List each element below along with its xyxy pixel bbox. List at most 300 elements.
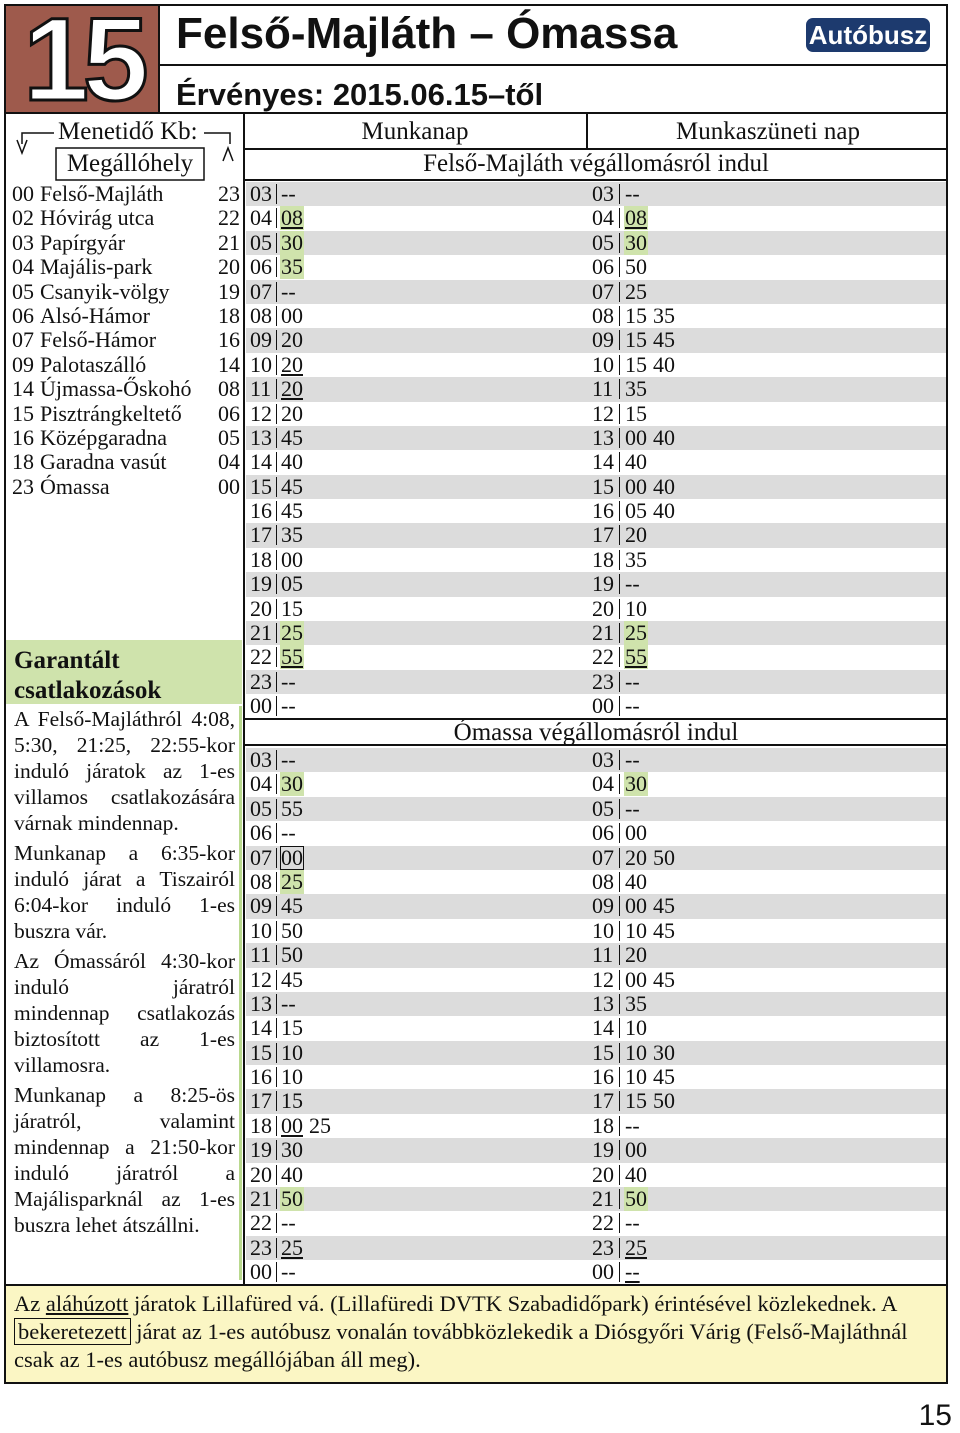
stop-time-back: 08 bbox=[218, 376, 240, 402]
stop-time-out: 07 bbox=[12, 327, 34, 353]
holiday-hour: 23 bbox=[592, 668, 614, 694]
weekday-minutes bbox=[280, 523, 308, 547]
timetable-row bbox=[246, 748, 946, 772]
departure-minute: 10 bbox=[281, 1064, 303, 1090]
hour-separator bbox=[619, 525, 620, 545]
hour-separator bbox=[619, 1262, 620, 1282]
weekday-hour: 08 bbox=[250, 868, 272, 894]
weekday-minutes bbox=[280, 621, 308, 645]
departure-minute: 50 bbox=[625, 254, 647, 280]
hour-separator bbox=[276, 623, 277, 643]
route-number-box bbox=[6, 0, 160, 126]
hour-separator bbox=[619, 774, 620, 794]
stop-row bbox=[12, 377, 240, 401]
holiday-minutes bbox=[624, 1187, 652, 1211]
holiday-minutes bbox=[624, 1163, 652, 1187]
stop-name: Alsó-Hámor bbox=[40, 302, 150, 328]
holiday-hour: 13 bbox=[592, 424, 614, 450]
holiday-hour: 19 bbox=[592, 571, 614, 597]
weekday-hour: 23 bbox=[250, 1234, 272, 1260]
timetable-row bbox=[246, 821, 946, 845]
weekday-minutes bbox=[280, 797, 308, 821]
weekday-minutes bbox=[280, 231, 308, 255]
hour-separator bbox=[276, 1140, 277, 1160]
timetable-row bbox=[246, 919, 946, 943]
weekday-hour: 18 bbox=[250, 1112, 272, 1138]
departure-minute: -- bbox=[625, 571, 640, 597]
hour-separator bbox=[619, 550, 620, 570]
stop-time-back: 04 bbox=[218, 449, 240, 475]
stop-time-back: 05 bbox=[218, 424, 240, 450]
hour-separator bbox=[276, 799, 277, 819]
departure-minute: 45 bbox=[653, 1064, 675, 1090]
weekday-hour: 19 bbox=[250, 571, 272, 597]
hour-separator bbox=[276, 306, 277, 326]
stop-name: Majális-park bbox=[40, 254, 153, 280]
weekday-minutes bbox=[280, 1163, 308, 1187]
timetable-from-felso bbox=[246, 182, 946, 719]
holiday-minutes bbox=[624, 797, 645, 821]
hour-separator bbox=[276, 355, 277, 375]
departure-minute: 00 bbox=[625, 820, 647, 846]
departure-minute: -- bbox=[281, 1210, 296, 1236]
weekday-minutes bbox=[280, 1041, 308, 1065]
weekday-minutes bbox=[280, 821, 301, 845]
holiday-minutes bbox=[624, 870, 652, 894]
hour-separator bbox=[276, 970, 277, 990]
departure-minute: -- bbox=[625, 668, 640, 694]
departure-minute: -- bbox=[625, 181, 640, 206]
holiday-hour: 08 bbox=[592, 302, 614, 328]
weekday-minutes bbox=[280, 992, 301, 1016]
holiday-minutes bbox=[624, 304, 680, 328]
footnote-underlined-term: aláhúzott bbox=[45, 1291, 129, 1316]
weekday-minutes bbox=[280, 328, 308, 352]
departure-minute: 50 bbox=[653, 844, 675, 870]
weekday-hour: 20 bbox=[250, 595, 272, 621]
weekday-hour: 23 bbox=[250, 668, 272, 694]
hour-separator bbox=[619, 379, 620, 399]
timetable-row bbox=[246, 597, 946, 621]
weekday-minutes bbox=[280, 1138, 308, 1162]
holiday-minutes bbox=[624, 1065, 680, 1089]
departure-minute: 20 bbox=[281, 351, 303, 377]
stop-time-back: 18 bbox=[218, 302, 240, 328]
hour-separator bbox=[276, 477, 277, 497]
stop-name: Csanyik-völgy bbox=[40, 278, 170, 304]
holiday-minutes bbox=[624, 280, 652, 304]
weekday-hour: 14 bbox=[250, 449, 272, 475]
stop-time-out: 16 bbox=[12, 424, 34, 450]
holiday-minutes bbox=[624, 992, 652, 1016]
holiday-hour: 10 bbox=[592, 917, 614, 943]
timetable-row bbox=[246, 1163, 946, 1187]
departure-minute: 10 bbox=[625, 917, 647, 943]
stop-name: Középgaradna bbox=[40, 424, 168, 450]
weekday-hour: 06 bbox=[250, 254, 272, 280]
hour-separator bbox=[619, 1091, 620, 1111]
weekday-hour: 03 bbox=[250, 747, 272, 772]
stop-name: Felső-Majláth bbox=[40, 181, 164, 206]
hour-separator bbox=[276, 1262, 277, 1282]
weekday-hour: 04 bbox=[250, 771, 272, 797]
stop-time-out: 23 bbox=[12, 473, 34, 499]
hour-separator bbox=[276, 501, 277, 521]
divider bbox=[160, 64, 948, 66]
departure-minute: 30 bbox=[653, 1039, 675, 1065]
departure-minute: 10 bbox=[625, 595, 647, 621]
holiday-hour: 05 bbox=[592, 795, 614, 821]
weekday-minutes bbox=[280, 645, 308, 669]
hour-separator bbox=[276, 282, 277, 302]
stop-row bbox=[12, 304, 240, 328]
departure-minute: 35 bbox=[625, 546, 647, 572]
departure-minute: 55 bbox=[281, 795, 303, 821]
weekday-hour: 14 bbox=[250, 1015, 272, 1041]
weekday-minutes bbox=[280, 255, 308, 279]
hour-separator bbox=[619, 1043, 620, 1063]
hour-separator bbox=[276, 896, 277, 916]
departure-minute: 30 bbox=[281, 771, 303, 797]
departure-minute: 45 bbox=[281, 473, 303, 499]
holiday-hour: 09 bbox=[592, 327, 614, 353]
hour-separator bbox=[276, 1091, 277, 1111]
departure-minute: 15 bbox=[625, 302, 647, 328]
weekday-hour: 00 bbox=[250, 1259, 272, 1285]
departure-minute: 45 bbox=[653, 966, 675, 992]
stop-time-out: 18 bbox=[12, 449, 34, 475]
timetable-row bbox=[246, 772, 946, 796]
holiday-hour: 04 bbox=[592, 205, 614, 231]
hour-separator bbox=[619, 501, 620, 521]
stop-row bbox=[12, 328, 240, 352]
departure-minute: 10 bbox=[625, 1064, 647, 1090]
weekday-minutes bbox=[280, 943, 308, 967]
departure-minute: 45 bbox=[281, 498, 303, 524]
timetable-row bbox=[246, 255, 946, 279]
weekday-minutes bbox=[280, 1114, 336, 1138]
stop-time-out: 02 bbox=[12, 205, 34, 231]
divider bbox=[6, 112, 948, 114]
timetable-row bbox=[246, 206, 946, 230]
timetable-row bbox=[246, 870, 946, 894]
hour-separator bbox=[619, 1116, 620, 1136]
route-title: Felső-Majláth – Ómassa bbox=[176, 9, 678, 58]
holiday-hour: 15 bbox=[592, 473, 614, 499]
departure-minute: 45 bbox=[281, 893, 303, 919]
weekday-hour: 03 bbox=[250, 181, 272, 206]
departure-minute: 25 bbox=[309, 1112, 331, 1138]
hour-separator bbox=[276, 1116, 277, 1136]
departure-minute: 10 bbox=[625, 1015, 647, 1041]
holiday-hour: 15 bbox=[592, 1039, 614, 1065]
holiday-minutes bbox=[624, 1016, 652, 1040]
departure-minute: 05 bbox=[625, 498, 647, 524]
holiday-header: Munkaszüneti nap bbox=[676, 118, 860, 145]
departure-minute: -- bbox=[625, 747, 640, 772]
weekday-minutes bbox=[280, 1236, 308, 1260]
holiday-hour: 00 bbox=[592, 693, 614, 719]
stop-time-out: 14 bbox=[12, 376, 34, 402]
departure-minute: -- bbox=[281, 668, 296, 694]
valid-from: Érvényes: 2015.06.15–től bbox=[176, 77, 544, 112]
connection-paragraph: Munkanap a 6:35-kor induló járat a Tiszairól 6:04-kor induló 1-es buszra vár. bbox=[14, 841, 235, 943]
holiday-minutes bbox=[624, 621, 652, 645]
timetable-row bbox=[246, 943, 946, 967]
divider bbox=[243, 112, 245, 1284]
holiday-minutes bbox=[624, 670, 645, 694]
departure-minute: 25 bbox=[625, 1234, 647, 1260]
hour-separator bbox=[276, 1189, 277, 1209]
timetable-row bbox=[246, 621, 946, 645]
departure-minute: 00 bbox=[281, 302, 303, 328]
stop-name: Újmassa-Őskohó bbox=[40, 376, 192, 402]
holiday-hour: 06 bbox=[592, 254, 614, 280]
timetable-row bbox=[246, 450, 946, 474]
stop-time-back: 06 bbox=[218, 400, 240, 426]
holiday-minutes bbox=[624, 231, 652, 255]
hour-separator bbox=[619, 1213, 620, 1233]
departure-minute: 10 bbox=[625, 1039, 647, 1065]
stop-row bbox=[12, 475, 240, 499]
departure-minute: -- bbox=[281, 278, 296, 304]
holiday-hour: 09 bbox=[592, 893, 614, 919]
departure-minute: 50 bbox=[625, 1186, 647, 1212]
footnote-text: járatok Lillafüred vá. (Lillafüredi DVTK Szabadidőpark) érintésével közlekednek. A bbox=[128, 1291, 897, 1316]
weekday-hour: 18 bbox=[250, 546, 272, 572]
departure-minute: 45 bbox=[281, 424, 303, 450]
timetable-row bbox=[246, 182, 946, 206]
weekday-hour: 04 bbox=[250, 205, 272, 231]
hour-separator bbox=[619, 1067, 620, 1087]
hour-separator bbox=[619, 750, 620, 770]
weekday-hour: 11 bbox=[250, 942, 272, 968]
weekday-minutes bbox=[280, 304, 308, 328]
weekday-hour: 15 bbox=[250, 1039, 272, 1065]
departure-minute: 00 bbox=[281, 1112, 303, 1138]
holiday-minutes bbox=[624, 255, 652, 279]
hour-separator bbox=[276, 404, 277, 424]
hour-separator bbox=[619, 672, 620, 692]
timetable-row bbox=[246, 304, 946, 328]
weekday-minutes bbox=[280, 402, 308, 426]
from-felso-header: Felső-Majláth végállomásról indul bbox=[423, 150, 769, 177]
weekday-hour: 16 bbox=[250, 498, 272, 524]
hour-separator bbox=[619, 282, 620, 302]
departure-minute: 50 bbox=[281, 942, 303, 968]
departure-minute: 00 bbox=[625, 424, 647, 450]
departure-minute: 40 bbox=[281, 449, 303, 475]
weekday-hour: 13 bbox=[250, 424, 272, 450]
hour-separator bbox=[276, 550, 277, 570]
timetable-row bbox=[246, 231, 946, 255]
hour-separator bbox=[276, 994, 277, 1014]
weekday-minutes bbox=[280, 968, 308, 992]
departure-minute: 40 bbox=[653, 498, 675, 524]
stop-row bbox=[12, 280, 240, 304]
holiday-minutes bbox=[624, 572, 645, 596]
hour-separator bbox=[276, 1018, 277, 1038]
departure-minute: 45 bbox=[653, 893, 675, 919]
stop-name: Felső-Hámor bbox=[40, 327, 157, 353]
weekday-hour: 10 bbox=[250, 351, 272, 377]
departure-minute: 35 bbox=[625, 376, 647, 402]
hour-separator bbox=[619, 696, 620, 716]
stop-time-out: 15 bbox=[12, 400, 34, 426]
hour-separator bbox=[276, 599, 277, 619]
departure-minute: 45 bbox=[653, 327, 675, 353]
weekday-hour: 09 bbox=[250, 327, 272, 353]
weekday-hour: 17 bbox=[250, 522, 272, 548]
holiday-hour: 21 bbox=[592, 620, 614, 646]
departure-minute: 25 bbox=[625, 278, 647, 304]
holiday-minutes bbox=[624, 1260, 645, 1284]
hour-separator bbox=[619, 848, 620, 868]
holiday-hour: 06 bbox=[592, 820, 614, 846]
holiday-hour: 12 bbox=[592, 400, 614, 426]
weekday-minutes bbox=[280, 426, 308, 450]
holiday-minutes bbox=[624, 377, 652, 401]
timetable-row bbox=[246, 1236, 946, 1260]
holiday-hour: 21 bbox=[592, 1186, 614, 1212]
hour-separator bbox=[276, 1043, 277, 1063]
holiday-hour: 14 bbox=[592, 1015, 614, 1041]
departure-minute: 15 bbox=[625, 400, 647, 426]
stop-time-back: 19 bbox=[218, 278, 240, 304]
hour-separator bbox=[619, 233, 620, 253]
holiday-hour: 23 bbox=[592, 1234, 614, 1260]
hour-separator bbox=[276, 750, 277, 770]
weekday-hour: 12 bbox=[250, 400, 272, 426]
holiday-minutes bbox=[624, 1236, 652, 1260]
holiday-minutes bbox=[624, 597, 652, 621]
timetable-row bbox=[246, 694, 946, 718]
departure-minute: -- bbox=[281, 1259, 296, 1285]
weekday-minutes bbox=[280, 1016, 308, 1040]
departure-minute: 00 bbox=[625, 473, 647, 499]
weekday-hour: 13 bbox=[250, 990, 272, 1016]
weekday-minutes bbox=[280, 1187, 308, 1211]
departure-minute: 45 bbox=[653, 917, 675, 943]
holiday-minutes bbox=[624, 1041, 680, 1065]
connection-paragraph: Az Ómassáról 4:30-kor induló járatról mindennap csatlakozás biztosított az 1-es villamosra. bbox=[14, 949, 235, 1077]
weekday-header: Munkanap bbox=[361, 118, 469, 145]
weekday-minutes bbox=[280, 694, 301, 718]
departure-minute: 08 bbox=[281, 205, 303, 231]
hour-separator bbox=[276, 872, 277, 892]
hour-separator bbox=[276, 257, 277, 277]
weekday-hour: 05 bbox=[250, 229, 272, 255]
stop-row bbox=[12, 402, 240, 426]
stop-row bbox=[12, 450, 240, 474]
stop-time-out: 03 bbox=[12, 229, 34, 255]
hour-separator bbox=[276, 823, 277, 843]
weekday-minutes bbox=[280, 1065, 308, 1089]
weekday-minutes bbox=[280, 572, 308, 596]
holiday-hour: 13 bbox=[592, 990, 614, 1016]
departure-minute: 35 bbox=[281, 522, 303, 548]
hour-separator bbox=[619, 599, 620, 619]
timetable-row bbox=[246, 377, 946, 401]
weekday-minutes bbox=[280, 1211, 301, 1235]
stop-time-back: 20 bbox=[218, 254, 240, 280]
hour-separator bbox=[619, 896, 620, 916]
departure-minute: 45 bbox=[281, 966, 303, 992]
timetable-row bbox=[246, 797, 946, 821]
hour-separator bbox=[619, 257, 620, 277]
timetable-row bbox=[246, 894, 946, 918]
stop-name: Garadna vasút bbox=[40, 449, 167, 475]
hour-separator bbox=[276, 208, 277, 228]
hour-separator bbox=[276, 1165, 277, 1185]
hour-separator bbox=[276, 330, 277, 350]
timetable-row bbox=[246, 1016, 946, 1040]
departure-minute: 00 bbox=[625, 893, 647, 919]
stop-name: Pisztrángkeltető bbox=[40, 400, 182, 426]
weekday-hour: 11 bbox=[250, 376, 272, 402]
weekday-minutes bbox=[280, 670, 301, 694]
weekday-hour: 22 bbox=[250, 1210, 272, 1236]
holiday-hour: 14 bbox=[592, 449, 614, 475]
departure-minute: 20 bbox=[281, 327, 303, 353]
timetable-row bbox=[246, 1041, 946, 1065]
weekday-hour: 12 bbox=[250, 966, 272, 992]
departure-minute: 35 bbox=[625, 990, 647, 1016]
weekday-minutes bbox=[280, 450, 308, 474]
weekday-minutes bbox=[280, 280, 301, 304]
departure-minute: 05 bbox=[281, 571, 303, 597]
holiday-minutes bbox=[624, 821, 652, 845]
timetable-row bbox=[246, 1114, 946, 1138]
departure-minute: 55 bbox=[281, 644, 303, 670]
hour-separator bbox=[276, 574, 277, 594]
hour-separator bbox=[276, 525, 277, 545]
stop-name: Hóvirág utca bbox=[40, 205, 155, 231]
timetable-row bbox=[246, 402, 946, 426]
holiday-hour: 03 bbox=[592, 181, 614, 206]
holiday-hour: 19 bbox=[592, 1137, 614, 1163]
hour-separator bbox=[619, 574, 620, 594]
holiday-hour: 10 bbox=[592, 351, 614, 377]
weekday-minutes bbox=[280, 870, 308, 894]
departure-minute: -- bbox=[625, 795, 640, 821]
departure-minute: -- bbox=[625, 1112, 640, 1138]
weekday-minutes bbox=[280, 597, 308, 621]
weekday-hour: 08 bbox=[250, 302, 272, 328]
holiday-minutes bbox=[624, 1114, 645, 1138]
stop-name-header: Megállóhely bbox=[66, 150, 194, 177]
stop-time-back: 22 bbox=[218, 205, 240, 231]
stop-row bbox=[12, 182, 240, 206]
holiday-minutes bbox=[624, 968, 680, 992]
holiday-minutes bbox=[624, 919, 680, 943]
weekday-minutes bbox=[280, 353, 308, 377]
departure-minute: 30 bbox=[281, 229, 303, 255]
footnote-text: Az bbox=[14, 1291, 46, 1316]
hour-separator bbox=[619, 647, 620, 667]
weekday-hour: 21 bbox=[250, 1186, 272, 1212]
stop-row bbox=[12, 206, 240, 230]
weekday-minutes bbox=[280, 1260, 301, 1284]
stop-time-out: 05 bbox=[12, 278, 34, 304]
weekday-hour: 07 bbox=[250, 844, 272, 870]
travel-time-header: Menetidő Kb: bbox=[58, 118, 198, 145]
weekday-minutes bbox=[280, 772, 308, 796]
timetable-row bbox=[246, 1065, 946, 1089]
departure-minute: -- bbox=[281, 747, 296, 772]
departure-minute: -- bbox=[281, 693, 296, 719]
departure-minute: 00 bbox=[281, 546, 303, 572]
